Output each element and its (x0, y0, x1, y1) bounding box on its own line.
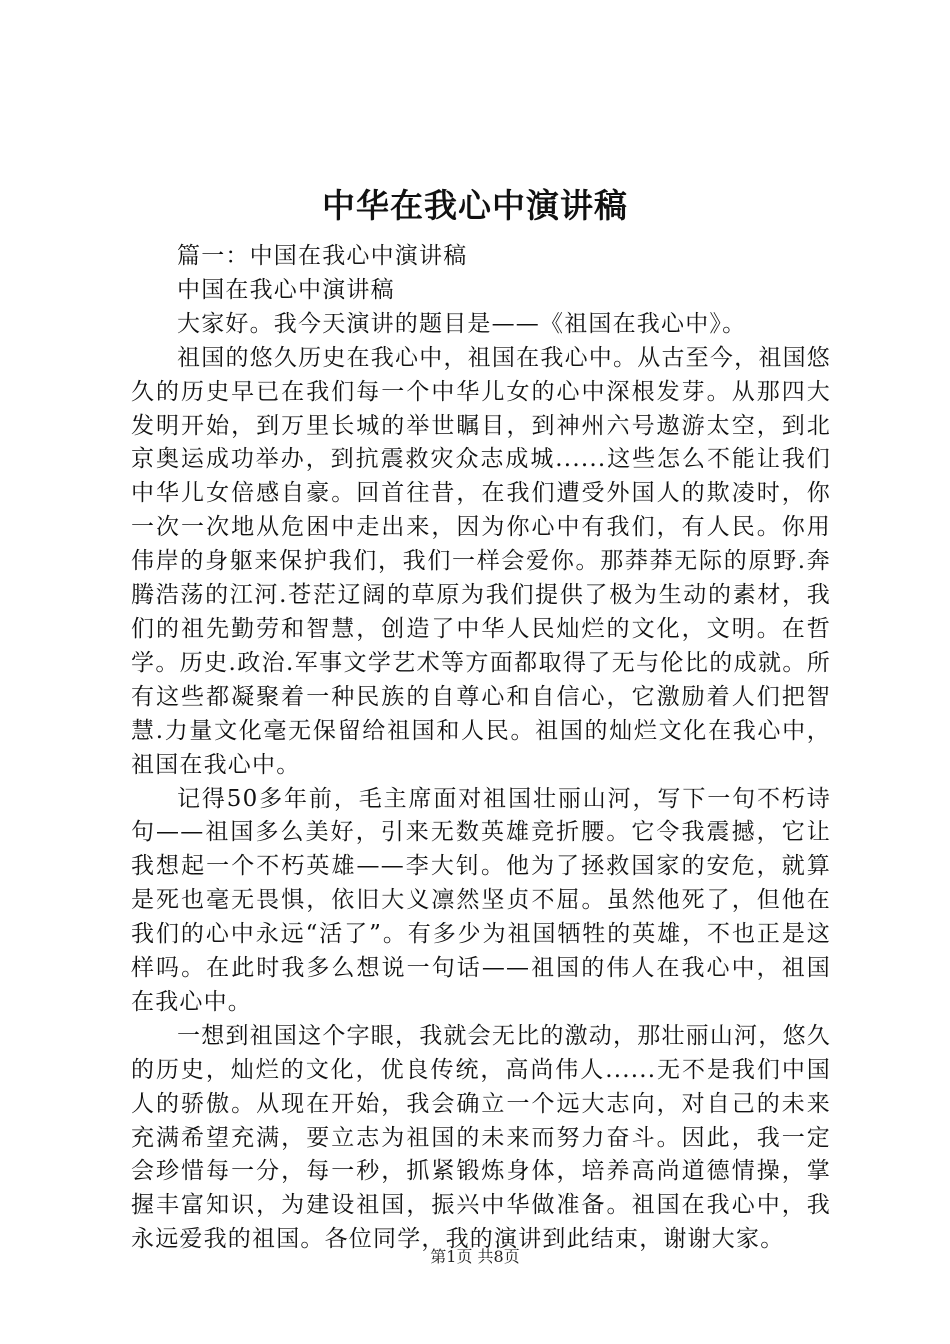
speech-title-line: 中国在我心中演讲稿 (177, 276, 395, 303)
body-paragraph-closing: 一想到祖国这个字眼，我就会无比的激动，那壮丽山河，悠久的历史，灿烂的文化，优良传统，高尚伟人......无不是我们中国人的骄傲。从现在开始，我会确立一个远大志向，对自己的未来充满希望充满，要立志为祖国的未来而努力奋斗。因此，我一定会珍惜每一分，每一秒，抓紧锻炼身体，培养高尚道德情操，掌握丰富知识，为建设祖国，振兴中华做准备。祖国在我心中，我永远爱我的祖国。各位同学，我的演讲到此结束，谢谢大家。 (131, 1022, 831, 1253)
document-body (131, 240, 831, 1257)
body-paragraph-history: 祖国的悠久历史在我心中，祖国在我心中。从古至今，祖国悠久的历史早已在我们每一个中华儿女的心中深根发芽。从那四大发明开始，到万里长城的举世瞩目，到神州六号遨游太空，到北京奥运成功举办，到抗震救灾众志成城......这些怎么不能让我们中华儿女倍感自豪。回首往昔，在我们遭受外国人的欺凌时，你一次一次地从危困中走出来，因为你心中有我们，有人民。你用伟岸的身躯来保护我们，我们一样会爱你。那莽莽无际的原野.奔腾浩荡的江河.苍茫辽阔的草原为我们提供了极为生动的素材，我们的祖先勤劳和智慧，创造了中华人民灿烂的文化，文明。在哲学。历史.政治.军事文学艺术等方面都取得了无与伦比的成就。所有这些都凝聚着一种民族的自尊心和自信心，它激励着人们把智慧.力量文化毫无保留给祖国和人民。祖国的灿烂文化在我心中，祖国在我心中。 (131, 344, 831, 778)
document-title: 中华在我心中演讲稿 (322, 186, 628, 225)
body-paragraph-heroes: 记得50多年前，毛主席面对祖国壮丽山河，写下一句不朽诗句——祖国多么美好，引来无数英雄竞折腰。它令我震撼，它让我想起一个不朽英雄——李大钊。他为了拯救国家的安危，就算是死也毫无畏惧，依旧大义凛然坚贞不屈。虽然他死了，但他在我们的心中永远“活了”。有多少为祖国牺牲的英雄，不也正是这样吗。在此时我多么想说一句话——祖国的伟人在我心中，祖国在我心中。 (131, 785, 831, 1015)
page-number-footer: 第1页 共8页 (430, 1247, 520, 1266)
greeting-paragraph: 大家好。我今天演讲的题目是——《祖国在我心中》。 (177, 310, 747, 337)
section-heading: 篇一：中国在我心中演讲稿 (177, 243, 468, 269)
